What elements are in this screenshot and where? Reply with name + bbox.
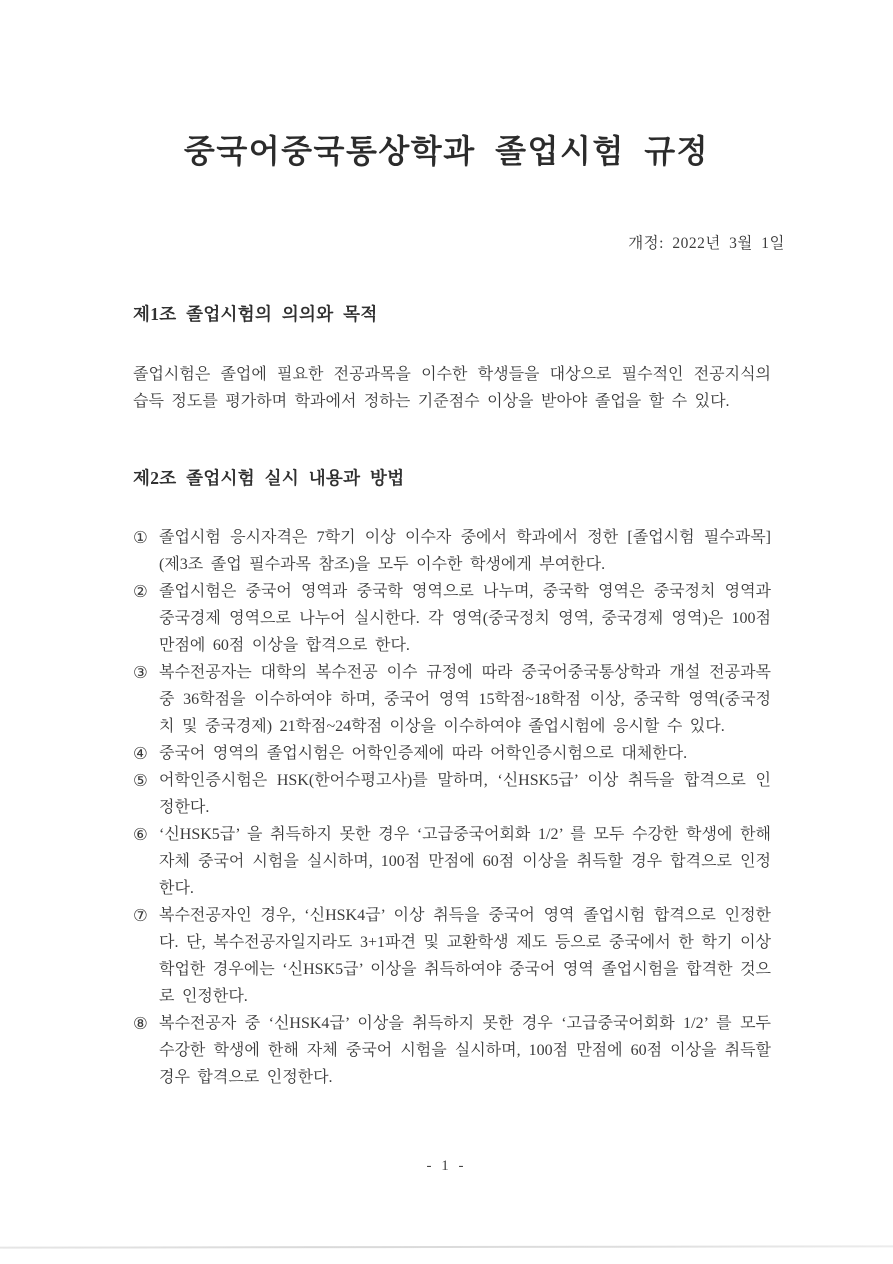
list-item — [133, 902, 771, 1010]
item-marker: ⑤ — [133, 771, 148, 790]
item-marker: ① — [133, 528, 148, 547]
list-item — [133, 524, 771, 578]
section1-paragraph: 졸업시험은 졸업에 필요한 전공과목을 이수한 학생들을 대상으로 필수적인 전공지식의 습득 정도를 평가하며 학과에서 정하는 기준점수 이상을 받아야 졸업을 할 수 있다. — [133, 366, 771, 410]
item-text: 복수전공자 중 ‘신HSK4급’ 이상을 취득하지 못한 경우 ‘고급중국어회화 1/2’ 를 모두 수강한 학생에 한해 자체 중국어 시험을 실시하며, 100점 만점에 60점 이상을 취득할 경우 합격으로 인정한다. — [159, 1015, 771, 1086]
scan-artifact-line — [0, 1245, 893, 1248]
item-text: ‘신HSK5급’ 을 취득하지 못한 경우 ‘고급중국어회화 1/2’ 를 모두 수강한 학생에 한해 자체 중국어 시험을 실시하며, 100점 만점에 60점 이상을 취득할 경우 합격으로 인정한다. — [159, 826, 771, 897]
item-text: 복수전공자는 대학의 복수전공 이수 규정에 따라 중국어중국통상학과 개설 전공과목 중 36학점을 이수하여야 하며, 중국어 영역 15학점~18학점 이상, 중국학 영역(중국정치 및 중국경제) 21학점~24학점 이상을 이수하여야 졸업시험에 응시할 수 있다. — [159, 664, 771, 735]
section1-heading: 제1조 졸업시험의 의의와 목적 — [133, 304, 378, 324]
item-marker: ② — [133, 582, 148, 601]
list-item — [133, 767, 771, 821]
item-text: 중국어 영역의 졸업시험은 어학인증제에 따라 어학인증시험으로 대체한다. — [159, 745, 688, 762]
item-text: 어학인증시험은 HSK(한어수평고사)를 말하며, ‘신HSK5급’ 이상 취득을 합격으로 인정한다. — [159, 772, 771, 816]
item-marker: ⑦ — [133, 906, 148, 925]
list-item — [133, 659, 771, 740]
item-marker: ③ — [133, 663, 148, 682]
section2-heading: 제2조 졸업시험 실시 내용과 방법 — [133, 468, 405, 488]
item-text: 복수전공자인 경우, ‘신HSK4급’ 이상 취득을 중국어 영역 졸업시험 합격으로 인정한다. 단, 복수전공자일지라도 3+1파견 및 교환학생 제도 등으로 중국에서 한 학기 이상 학업한 경우에는 ‘신HSK5급’ 이상을 취득하여야 중국어 영역 졸업시험을 합격한 것으로 인정한다. — [159, 907, 771, 1005]
revision-date: 개정: 2022년 3월 1일 — [628, 235, 785, 252]
item-marker: ⑥ — [133, 825, 148, 844]
page-number: - 1 - — [426, 1158, 467, 1174]
item-marker: ⑧ — [133, 1014, 148, 1033]
document-title: 중국어중국통상학과 졸업시험 규정 — [183, 133, 710, 169]
item-text: 졸업시험은 중국어 영역과 중국학 영역으로 나누며, 중국학 영역은 중국정치 영역과 중국경제 영역으로 나누어 실시한다. 각 영역(중국정치 영역, 중국경제 영역)은 100점 만점에 60점 이상을 합격으로 한다. — [159, 583, 771, 654]
list-item — [133, 578, 771, 659]
section2-list — [133, 524, 771, 1091]
list-item — [133, 740, 771, 767]
item-text: 졸업시험 응시자격은 7학기 이상 이수자 중에서 학과에서 정한 [졸업시험 필수과목](제3조 졸업 필수과목 참조)을 모두 이수한 학생에게 부여한다. — [159, 529, 771, 573]
item-marker: ④ — [133, 744, 148, 763]
list-item — [133, 821, 771, 902]
list-item — [133, 1010, 771, 1091]
